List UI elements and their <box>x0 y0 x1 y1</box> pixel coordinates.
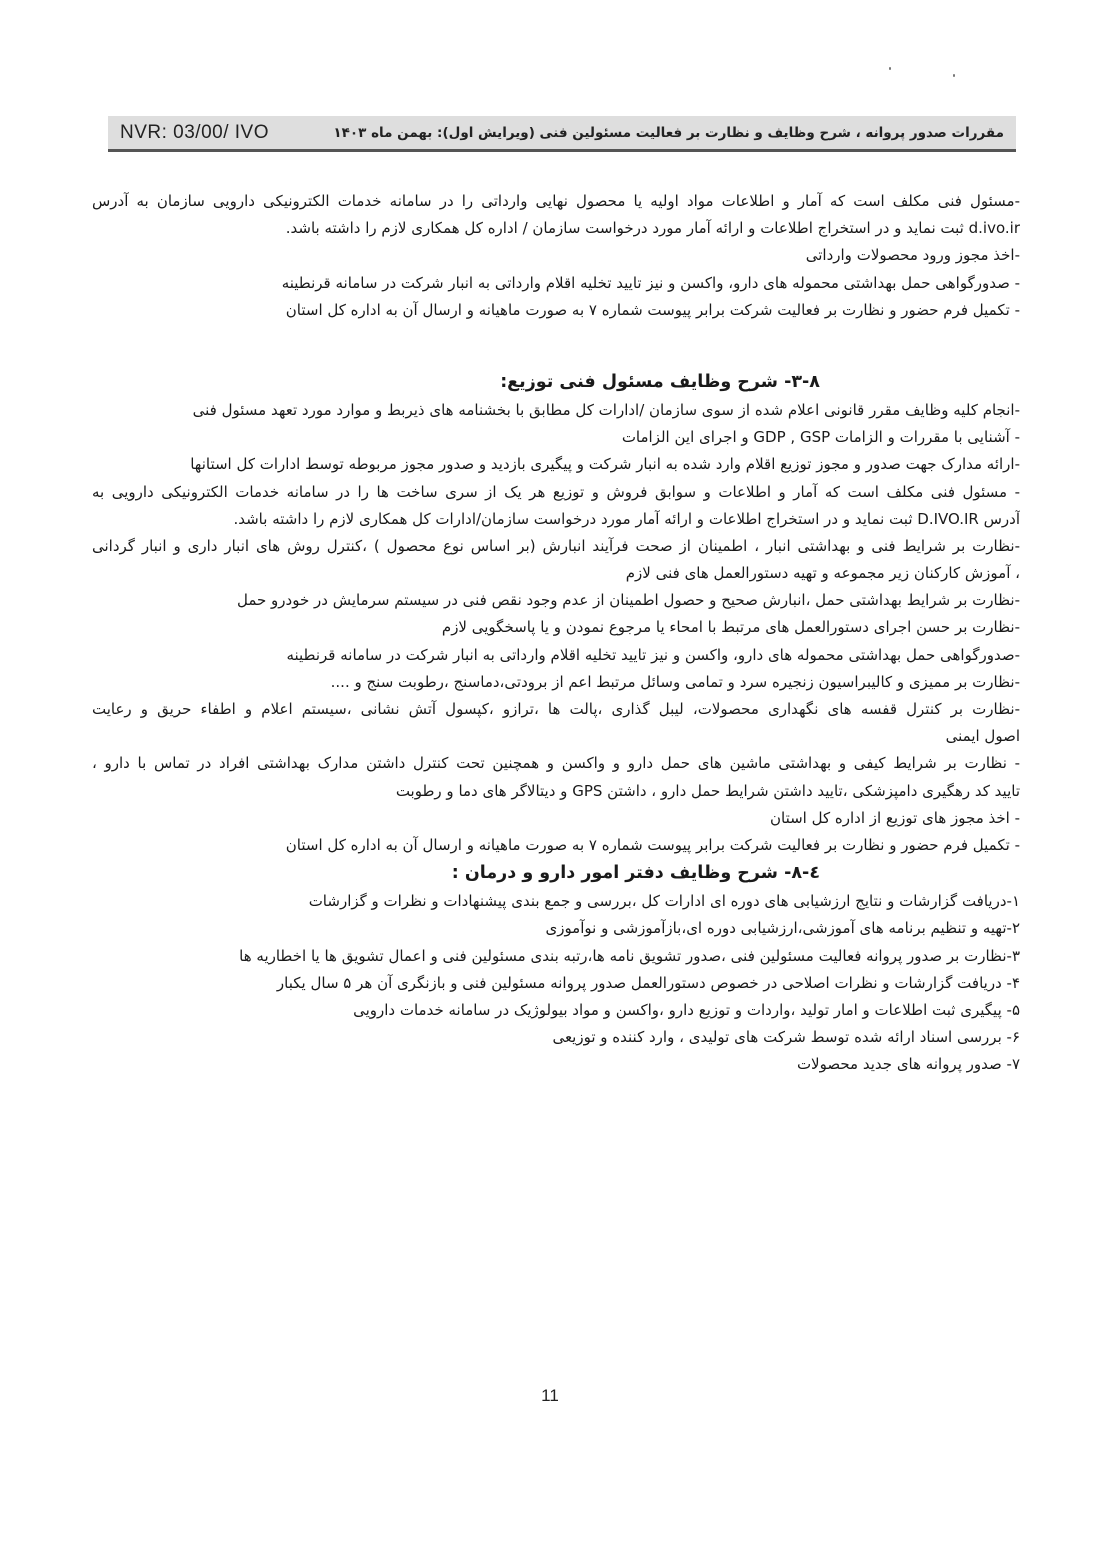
list-item: -انجام کلیه وظایف مقرر قانونی اعلام شده از سوی سازمان /ادارات کل مطابق با بخشنامه های ذیربط و موارد مورد تعهد مسئول فنی <box>192 400 1020 419</box>
list-item: ۶- بررسی اسناد ارائه شده توسط شرکت های تولیدی ، وارد کننده و توزیعی <box>552 1028 1020 1047</box>
list-item: -نظارت بر ممیزی و کالیبراسیون زنجیره سرد و تمامی وسائل مرتبط اعم از برودتی،دماسنج ،رطوبت سنج و .... <box>330 672 1020 691</box>
intro-block <box>92 188 1020 324</box>
paragraph-line: - صدورگواهی حمل بهداشتی محموله های دارو، واکسن و نیز تایید تخلیه اقلام وارداتی به انبار شرکت در سامانه قرنطینه <box>281 273 1020 292</box>
list-item: ۷- صدور پروانه های جدید محصولات <box>796 1055 1020 1074</box>
section-heading-distribution: ۳-۸- شرح وظایف مسئول فنی توزیع: <box>500 371 820 392</box>
list-item: - تکمیل فرم حضور و نظارت بر فعالیت شرکت برابر پیوست شماره ۷ به صورت ماهیانه و ارسال آن به اداره کل استان <box>285 835 1020 854</box>
paragraph-line: -مسئول فنی مکلف است که آمار و اطلاعات مواد اولیه یا محصول نهایی وارداتی را در سامانه خدمات الکترونیکی دارویی سازمان به آدرس <box>92 192 1020 210</box>
list-item: -نظارت بر شرایط بهداشتی حمل ،انبارش صحیح و حصول اطمینان از عدم وجود نقص فنی در سیستم سرمایش در خودرو حمل <box>236 591 1020 610</box>
scan-speck <box>889 67 891 70</box>
list-item: اصول ایمنی <box>945 727 1020 746</box>
list-item: - اخذ مجوز های توزیع از اداره کل استان <box>769 808 1020 827</box>
list-item: -صدورگواهی حمل بهداشتی محموله های دارو، واکسن و نیز تایید تخلیه اقلام وارداتی به انبار شرکت در سامانه قرنطینه <box>286 645 1020 664</box>
list-item: - نظارت بر شرایط کیفی و بهداشتی ماشین های حمل دارو و واکسن و همچنین تحت کنترل داشتن مدارک بهداشتی افراد در تماس با دارو ، <box>92 754 1020 773</box>
list-item: -ارائه مدارک جهت صدور و مجوز توزیع اقلام وارد شده به انبار شرکت و پیگیری بازدید و صدور مجوز مربوطه توسط ادارات کل استانها <box>190 455 1020 474</box>
list-item: -نظارت بر کنترل قفسه های نگهداری محصولات، لیبل گذاری ،پالت ها ،ترازو ،کپسول آتش نشانی ،سیستم اعلام و اطفاء حریق و رعایت <box>92 700 1020 718</box>
list-item: آدرس D.IVO.IR ثبت نماید و در استخراج اطلاعات و ارائه آمار مورد درخواست سازمان/ادارات کل همکاری لازم را داشته باشد. <box>233 509 1020 528</box>
list-item: تایید کد رهگیری دامپزشکی ،تایید داشتن شرایط حمل دارو ، داشتن GPS و دیتالاگر های دما و رطوبت <box>395 781 1020 800</box>
paragraph-line: -اخذ مجوز ورود محصولات وارداتی <box>805 246 1020 265</box>
list-item: ۵- پیگیری ثبت اطلاعات و امار تولید ،واردات و توزیع دارو ،واکسن و مواد بیولوژیک در سامانه خدمات دارویی <box>353 1000 1020 1019</box>
document-title: مقررات صدور پروانه ، شرح وظایف و نظارت بر فعالیت مسئولین فنی (ویرایش اول): بهمن ماه ۱۴۰۳ <box>333 124 1004 141</box>
list-item: ، آموزش کارکنان زیر مجموعه و تهیه دستورالعمل های فنی لازم <box>625 564 1020 583</box>
page-header <box>108 116 1016 152</box>
page-number: 11 <box>541 1386 559 1405</box>
list-item: -نظارت بر شرایط فنی و بهداشتی انبار ، اطمینان از صحت فرآیند انبارش (بر اساس نوع محصول ) ،کنترل روش های انبار داری و انبار گردانی <box>92 536 1020 555</box>
list-item: -نظارت بر حسن اجرای دستورالعمل های مرتبط با امحاء یا مرجوع نمودن و یا پاسخگویی لازم <box>441 618 1020 637</box>
document-body <box>92 188 1020 1078</box>
list-item: ۳-نظارت بر صدور پروانه فعالیت مسئولین فنی ،صدور تشویق نامه ها،رتبه بندی مسئولین فنی و اعمال تشویق ها یا اخطاریه ها <box>239 946 1020 965</box>
list-item: - آشنایی با مقررات و الزامات GDP , GSP و اجرای این الزامات <box>621 428 1020 447</box>
scan-speck <box>953 74 955 77</box>
list-item: ۴- دریافت گزارشات و نظرات اصلاحی در خصوص دستورالعمل صدور پروانه مسئولین فنی و بازنگری آن هر ۵ سال یکبار <box>276 973 1020 992</box>
paragraph-line: d.ivo.ir ثبت نماید و در استخراج اطلاعات و ارائه آمار مورد درخواست سازمان / اداره کل همکاری لازم را داشته باشد. <box>285 219 1020 238</box>
document-code: NVR: 03/00/ IVO <box>120 121 270 143</box>
list-item: ۱-دریافت گزارشات و نتایج ارزشیابی های دوره ای ادارات کل ،بررسی و جمع بندی پیشنهادات و نظرات و گزارشات <box>308 892 1020 911</box>
section-heading-office: ٤-٨- شرح وظایف دفتر امور دارو و درمان : <box>451 863 820 884</box>
distribution-duties-list <box>92 397 1020 859</box>
list-item: - مسئول فنی مکلف است که آمار و اطلاعات و سوابق فروش و توزیع هر یک از سری ساخت ها را در سامانه خدمات الکترونیکی دارویی به <box>92 482 1020 501</box>
paragraph-line: - تکمیل فرم حضور و نظارت بر فعالیت شرکت برابر پیوست شماره ۷ به صورت ماهیانه و ارسال آن به اداره کل استان <box>285 300 1020 319</box>
office-duties-list <box>92 888 1020 1078</box>
list-item: ۲-تهیه و تنظیم برنامه های آموزشی،ارزشیابی دوره ای،بازآموزشی و نوآموزی <box>545 919 1020 938</box>
